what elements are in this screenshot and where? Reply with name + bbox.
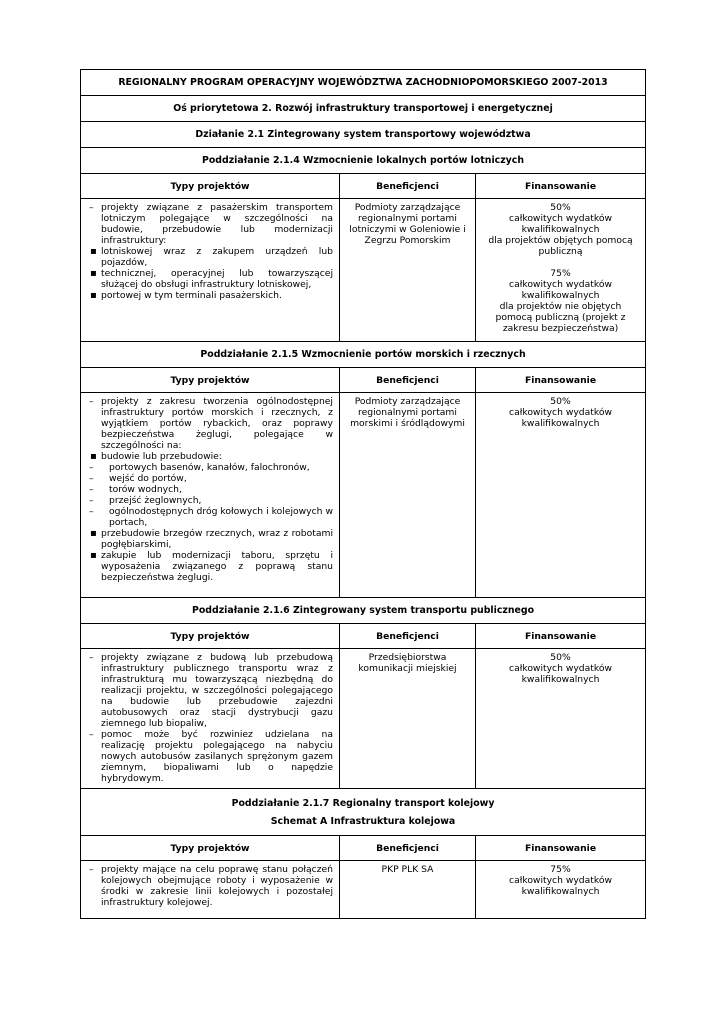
program-table (80, 69, 646, 919)
list-item: – wejść do portów, (87, 473, 333, 484)
list-item: – projekty mające na celu poprawę stanu połączeń kolejowych obejmujące roboty i wyposażenie w środki w zakresie linii kolejowych i pozostałej infrastruktury kolejowej. (87, 864, 333, 908)
column-header-financing: Finansowanie (476, 624, 646, 649)
financing-text: całkowitych wydatków kwalifikowalnych (509, 213, 612, 235)
list-item: – pomoc może być rozwiniez udzielana na realizację projektu polegającego na nabyciu nowych autobusów zasilanych sprężonym gazem ziemnym, biopaliwami lub o napędzie hybrydowym. (87, 729, 333, 784)
project-types-cell (81, 199, 340, 342)
column-header-beneficiaries: Beneficjenci (340, 624, 476, 649)
financing-percent: 75% (550, 268, 571, 279)
project-types-cell (81, 393, 340, 598)
column-header-financing: Finansowanie (476, 368, 646, 393)
financing-text: całkowitych wydatków kwalifikowalnych (509, 407, 612, 429)
column-header-beneficiaries: Beneficjenci (340, 836, 476, 861)
list-item: – projekty z zakresu tworzenia ogólnodostępnej infrastruktury portów morskich i rzecznych, z wyjątkiem portów rybackich, oraz poprawy bezpieczeństwa żeglugi, polegające w szczególności na: (87, 396, 333, 451)
financing-cell (476, 199, 646, 342)
list-item: – projekty związane z budową lub przebudową infrastruktury publicznego transportu wraz z infrastrukturą mu towarzyszącą niezbędną do realizacji projektu, w szczególności polegającego na budowie lub przebudowie zajezdni autobusowych oraz stacji dystrybucji gazu ziemnego lub biopaliw, (87, 652, 333, 729)
financing-note: dla projektów objętych pomocą publiczną (488, 235, 633, 257)
beneficiaries-cell: PKP PLK SA (340, 861, 476, 919)
list-item: – ogólnodostępnych dróg kołowych i kolejowych w portach, (87, 506, 333, 528)
project-types-cell (81, 861, 340, 919)
column-header-financing: Finansowanie (476, 174, 646, 199)
measure-title: Działanie 2.1 Zintegrowany system transportowy województwa (81, 122, 646, 148)
submeasure-2-1-7-title: Poddziałanie 2.1.7 Regionalny transport kolejowy (231, 798, 495, 809)
financing-percent: 50% (550, 396, 571, 407)
financing-cell (476, 393, 646, 598)
submeasure-2-1-5-title: Poddziałanie 2.1.5 Wzmocnienie portów morskich i rzecznych (81, 342, 646, 368)
program-title: REGIONALNY PROGRAM OPERACYJNY WOJEWÓDZTWA ZACHODNIOPOMORSKIEGO 2007-2013 (81, 70, 646, 96)
submeasure-2-1-4-title: Poddziałanie 2.1.4 Wzmocnienie lokalnych portów lotniczych (81, 148, 646, 174)
column-header-financing: Finansowanie (476, 836, 646, 861)
financing-percent: 50% (550, 202, 571, 213)
beneficiaries-cell: Podmioty zarządzające regionalnymi portami lotniczymi w Goleniowie i Zegrzu Pomorskim (340, 199, 476, 342)
financing-note: dla projektów nie objętych pomocą publiczną (projekt z zakresu bezpieczeństwa) (495, 301, 626, 334)
financing-percent: 50% (550, 652, 571, 663)
column-header-types: Typy projektów (81, 368, 340, 393)
priority-axis-title: Oś priorytetowa 2. Rozwój infrastruktury transportowej i energetycznej (81, 96, 646, 122)
financing-text: całkowitych wydatków kwalifikowalnych (509, 875, 612, 897)
scheme-a-title: Schemat A Infrastruktura kolejowa (270, 816, 456, 827)
beneficiaries-cell: Podmioty zarządzające regionalnymi portami morskimi i śródlądowymi (340, 393, 476, 598)
financing-text: całkowitych wydatków kwalifikowalnych (509, 663, 612, 685)
financing-cell (476, 861, 646, 919)
financing-text: całkowitych wydatków kwalifikowalnych (509, 279, 612, 301)
column-header-types: Typy projektów (81, 624, 340, 649)
list-item: ▪ portowej w tym terminali pasażerskich. (87, 290, 333, 301)
column-header-types: Typy projektów (81, 836, 340, 861)
list-item: ▪ zakupie lub modernizacji taboru, sprzętu i wyposażenia związanego z poprawą stanu bezpieczeństwa żeglugi. (87, 550, 333, 583)
list-item: ▪ przebudowie brzegów rzecznych, wraz z robotami pogłębiarskimi, (87, 528, 333, 550)
list-item: – torów wodnych, (87, 484, 333, 495)
beneficiaries-cell: Przedsiębiorstwa komunikacji miejskiej (340, 649, 476, 789)
column-header-beneficiaries: Beneficjenci (340, 174, 476, 199)
submeasure-2-1-7-header (81, 789, 646, 836)
financing-percent: 75% (550, 864, 571, 875)
column-header-beneficiaries: Beneficjenci (340, 368, 476, 393)
project-types-cell (81, 649, 340, 789)
column-header-types: Typy projektów (81, 174, 340, 199)
financing-cell (476, 649, 646, 789)
list-item: ▪ lotniskowej wraz z zakupem urządzeń lub pojazdów, (87, 246, 333, 268)
submeasure-2-1-6-title: Poddziałanie 2.1.6 Zintegrowany system transportu publicznego (81, 598, 646, 624)
list-item: – projekty związane z pasażerskim transportem lotniczym polegające w szczególności na budowie, przebudowie lub modernizacji infrastruktury: (87, 202, 333, 246)
list-item: ▪ technicznej, operacyjnej lub towarzyszącej służącej do obsługi infrastruktury lotniskowej, (87, 268, 333, 290)
list-item: ▪ budowie lub przebudowie: (87, 451, 333, 462)
list-item: – portowych basenów, kanałów, falochronów, (87, 462, 333, 473)
list-item: – przejść żeglownych, (87, 495, 333, 506)
